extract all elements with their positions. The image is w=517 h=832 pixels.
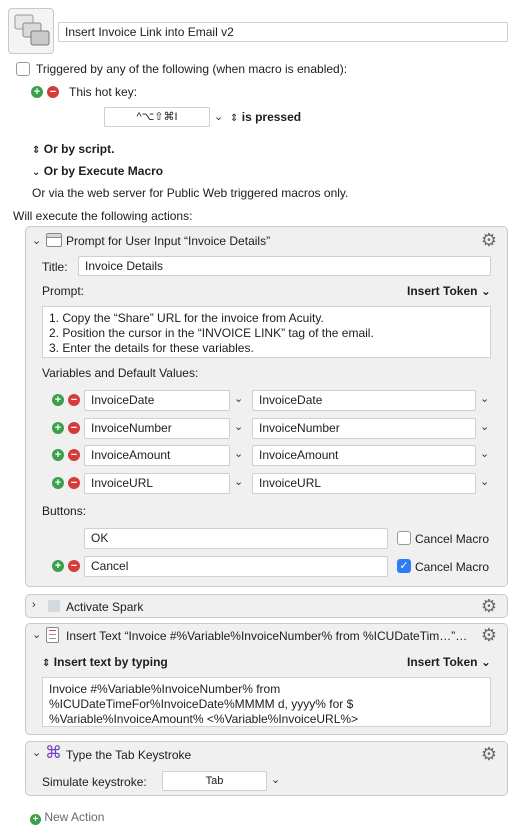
prompt-action-title[interactable]: Prompt for User Input “Invoice Details” bbox=[66, 234, 271, 248]
expand-chevron-icon[interactable]: › bbox=[32, 599, 36, 611]
remove-trigger-icon[interactable]: − bbox=[47, 86, 59, 98]
simulate-keystroke-label: Simulate keystroke: bbox=[42, 775, 147, 789]
collapse-chevron-icon[interactable]: ⌄ bbox=[32, 235, 42, 247]
cancel-macro-checkbox[interactable] bbox=[397, 531, 411, 545]
add-variable-icon[interactable]: + bbox=[52, 477, 64, 489]
buttons-label: Buttons: bbox=[42, 504, 87, 518]
variable-name-field[interactable]: InvoiceNumber bbox=[84, 418, 230, 439]
variable-default-field[interactable]: InvoiceAmount bbox=[252, 445, 476, 466]
variable-name-chevron-icon[interactable]: ⌄ bbox=[234, 476, 244, 488]
gear-icon[interactable]: ⚙ bbox=[480, 230, 498, 250]
variable-name-chevron-icon[interactable]: ⌄ bbox=[234, 448, 244, 460]
or-by-execute-label: Or by Execute Macro bbox=[43, 164, 164, 178]
web-server-text: Or via the web server for Public Web triggered macros only. bbox=[32, 186, 349, 200]
insert-mode-popup[interactable] bbox=[42, 655, 168, 669]
variable-default-field[interactable]: InvoiceNumber bbox=[252, 418, 476, 439]
cancel-macro-label: Cancel Macro bbox=[415, 532, 490, 546]
variable-default-field[interactable]: InvoiceDate bbox=[252, 390, 476, 411]
new-action-button[interactable] bbox=[30, 810, 104, 825]
variable-default-chevron-icon[interactable]: ⌄ bbox=[480, 476, 490, 488]
activate-spark-title[interactable]: Activate Spark bbox=[66, 600, 144, 614]
cancel-macro-label: Cancel Macro bbox=[415, 560, 490, 574]
macro-icon bbox=[8, 8, 54, 54]
hotkey-label: This hot key: bbox=[69, 85, 138, 99]
prompt-action-panel bbox=[25, 226, 508, 587]
title-label: Title: bbox=[42, 260, 68, 274]
type-keystroke-title[interactable]: Type the Tab Keystroke bbox=[66, 748, 192, 762]
add-trigger-icon[interactable]: + bbox=[31, 86, 43, 98]
remove-variable-icon[interactable]: − bbox=[68, 422, 80, 434]
variable-default-chevron-icon[interactable]: ⌄ bbox=[480, 393, 490, 405]
variables-label: Variables and Default Values: bbox=[42, 366, 199, 380]
trigger-any-label: Triggered by any of the following (when macro is enabled): bbox=[36, 62, 348, 76]
add-button-icon[interactable]: + bbox=[52, 560, 64, 572]
hotkey-mode-label: is pressed bbox=[241, 110, 302, 124]
remove-variable-icon[interactable]: − bbox=[68, 394, 80, 406]
prompt-label: Prompt: bbox=[42, 284, 85, 298]
activate-spark-panel bbox=[25, 594, 508, 618]
gear-icon[interactable]: ⚙ bbox=[480, 625, 498, 645]
remove-variable-icon[interactable]: − bbox=[68, 477, 80, 489]
insert-token-label: Insert Token bbox=[407, 655, 478, 669]
keystroke-field[interactable]: Tab bbox=[162, 771, 267, 791]
hotkey-field[interactable]: ^⌥⇧⌘I bbox=[104, 107, 210, 127]
command-key-icon: ⌘ bbox=[45, 743, 62, 762]
type-keystroke-panel bbox=[25, 741, 508, 796]
button-label-field[interactable]: OK bbox=[84, 528, 388, 549]
title-field[interactable]: Invoice Details bbox=[78, 256, 491, 276]
variable-default-field[interactable]: InvoiceURL bbox=[252, 473, 476, 494]
insert-mode-label: Insert text by typing bbox=[53, 655, 168, 669]
variable-name-chevron-icon[interactable]: ⌄ bbox=[234, 421, 244, 433]
insert-text-textarea[interactable]: Invoice #%Variable%InvoiceNumber% from %ICUDateTimeFor%InvoiceDate%MMMM d, yyyy% for $ %Variable%InvoiceAmount% <%Variable%InvoiceURL%> bbox=[42, 677, 491, 727]
or-by-script-label: Or by script. bbox=[43, 142, 115, 156]
button-label-field[interactable]: Cancel bbox=[84, 556, 388, 577]
chevron-down-icon: ⌄ bbox=[480, 284, 491, 298]
variable-name-field[interactable]: InvoiceURL bbox=[84, 473, 230, 494]
insert-text-title[interactable]: Insert Text “Invoice #%Variable%InvoiceNumber% from %ICUDateTim…”… bbox=[66, 629, 468, 643]
updown-icon: ⇕ bbox=[32, 145, 41, 156]
variable-name-chevron-icon[interactable]: ⌄ bbox=[234, 393, 244, 405]
will-execute-label: Will execute the following actions: bbox=[13, 209, 193, 223]
clipboard-icon bbox=[46, 627, 59, 643]
collapse-chevron-icon[interactable]: ⌄ bbox=[32, 747, 42, 759]
prompt-window-icon bbox=[46, 233, 62, 247]
gear-icon[interactable]: ⚙ bbox=[480, 596, 498, 616]
prompt-textarea[interactable]: 1. Copy the “Share” URL for the invoice from Acuity. 2. Position the cursor in the “INVOICE LINK” tag of the email. 3. Enter the details for these variables. bbox=[42, 306, 491, 358]
updown-icon: ⇕ bbox=[230, 113, 239, 124]
variable-default-chevron-icon[interactable]: ⌄ bbox=[480, 448, 490, 460]
add-action-icon: + bbox=[30, 814, 41, 825]
variable-name-field[interactable]: InvoiceDate bbox=[84, 390, 230, 411]
collapse-chevron-icon[interactable]: ⌄ bbox=[32, 629, 42, 641]
trigger-any-checkbox[interactable] bbox=[16, 62, 30, 76]
or-by-execute-toggle[interactable] bbox=[32, 164, 163, 178]
hotkey-mode-popup[interactable] bbox=[230, 110, 301, 124]
insert-text-panel bbox=[25, 623, 508, 735]
keystroke-chevron-icon[interactable]: ⌄ bbox=[271, 774, 281, 786]
hotkey-chevron-icon[interactable]: ⌄ bbox=[214, 111, 224, 123]
or-by-script-toggle[interactable] bbox=[32, 142, 114, 156]
variable-default-chevron-icon[interactable]: ⌄ bbox=[480, 421, 490, 433]
app-icon bbox=[48, 600, 60, 612]
chevron-down-icon: ⌄ bbox=[480, 655, 491, 669]
add-variable-icon[interactable]: + bbox=[52, 394, 64, 406]
add-variable-icon[interactable]: + bbox=[52, 422, 64, 434]
insert-token-menu[interactable] bbox=[407, 284, 491, 298]
chevron-down-icon: ⌄ bbox=[32, 167, 41, 178]
add-variable-icon[interactable]: + bbox=[52, 449, 64, 461]
insert-token-label: Insert Token bbox=[407, 284, 478, 298]
gear-icon[interactable]: ⚙ bbox=[480, 744, 498, 764]
remove-button-icon[interactable]: − bbox=[68, 560, 80, 572]
insert-token-menu[interactable] bbox=[407, 655, 491, 669]
updown-icon: ⇕ bbox=[42, 658, 51, 669]
remove-variable-icon[interactable]: − bbox=[68, 449, 80, 461]
cancel-macro-checkbox[interactable]: ✓ bbox=[397, 559, 411, 573]
new-action-label: New Action bbox=[44, 810, 105, 824]
macro-name-field[interactable]: Insert Invoice Link into Email v2 bbox=[58, 22, 508, 42]
variable-name-field[interactable]: InvoiceAmount bbox=[84, 445, 230, 466]
